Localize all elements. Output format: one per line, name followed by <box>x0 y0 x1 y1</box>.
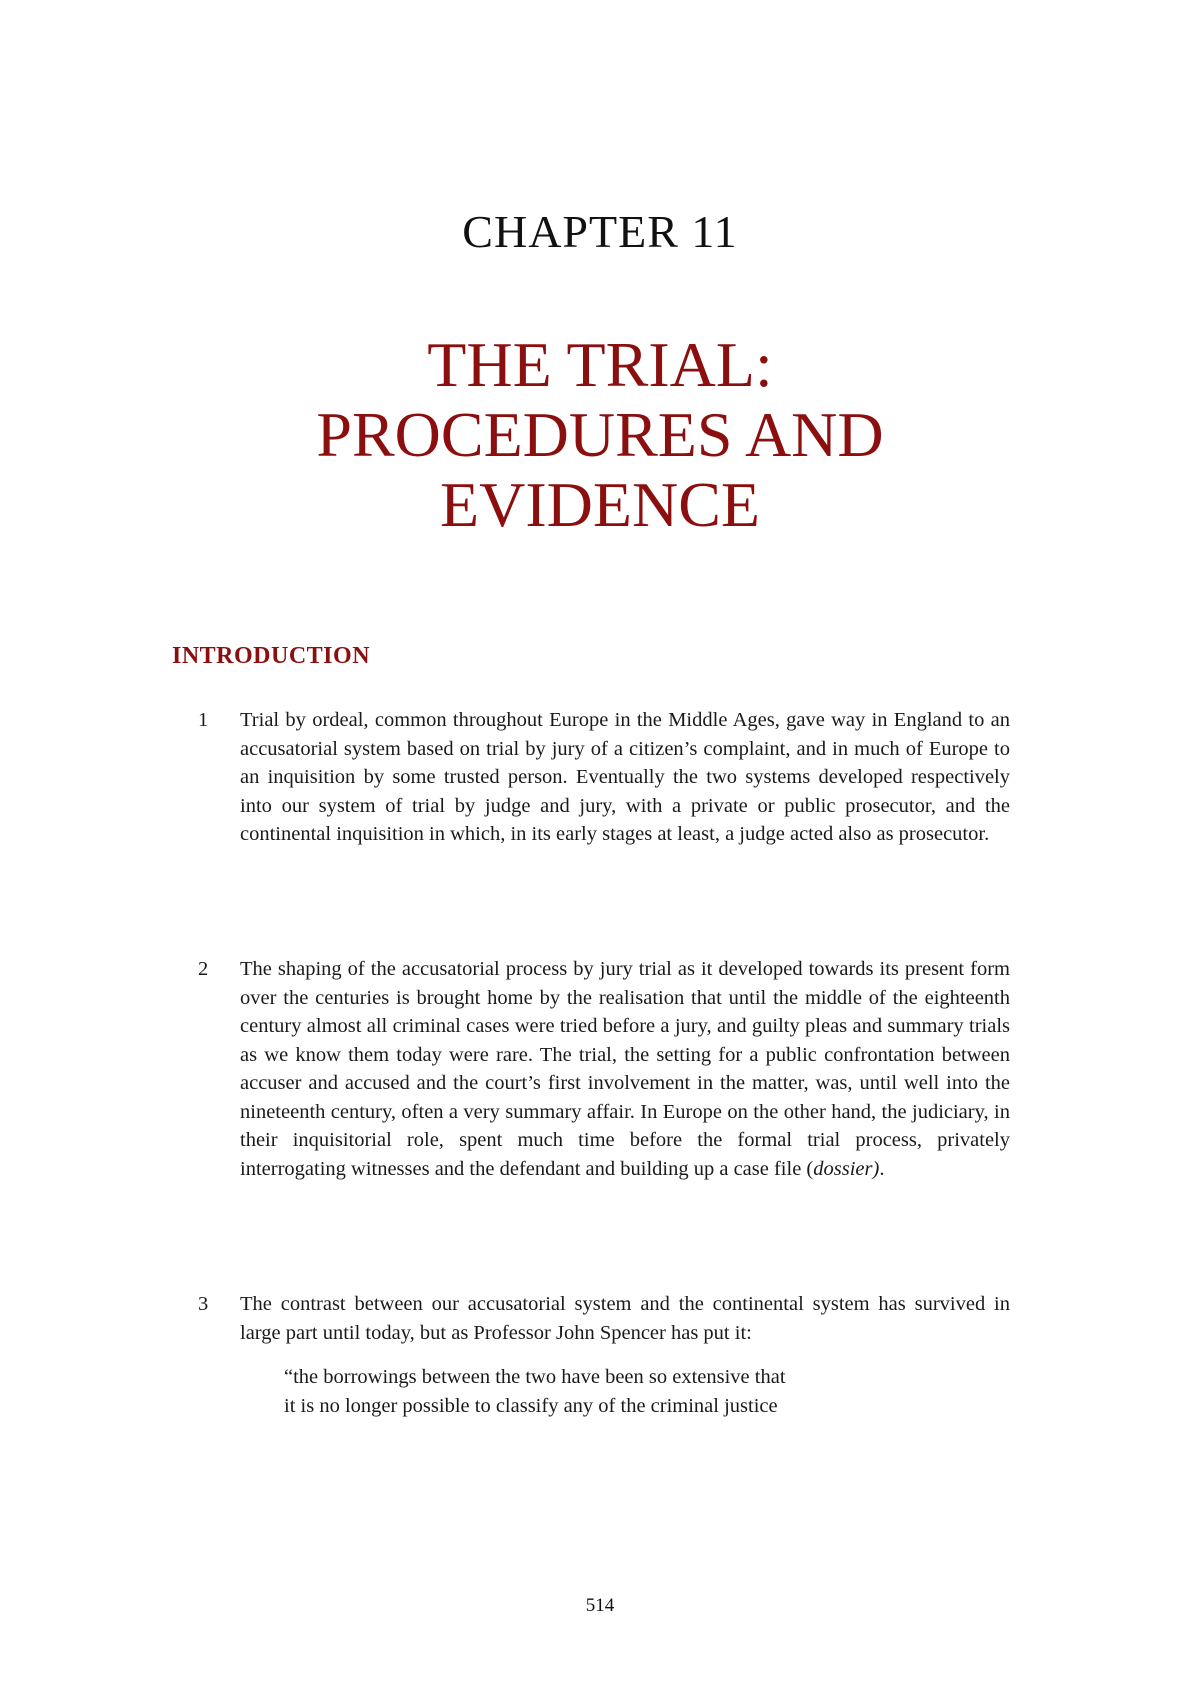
paragraph-3 <box>198 1290 1010 1347</box>
paragraph-1 <box>198 706 1010 849</box>
paragraph-text-main: The shaping of the accusatorial process by jury trial as it developed towards its present form over the centuries is brought home by the realisation that until the middle of the eighteenth century almost all criminal cases were tried before a jury, and guilty pleas and summary trials as we know them today were rare. The trial, the setting for a public confrontation between accuser and accused and the court’s first involvement in the matter, was, until well into the nineteenth century, often a very summary affair. In Europe on the other hand, the judiciary, in their inquisitorial role, spent much time before the formal trial process, privately interrogating witnesses and the defendant and building up a case file ( <box>240 958 1010 1180</box>
chapter-title <box>0 330 1200 540</box>
quote-line-2: it is no longer possible to classify any of the criminal justice <box>284 1395 778 1417</box>
paragraph-text: The contrast between our accusatorial system and the continental system has survived in large part until today, but as Professor John Spencer has put it: <box>240 1293 1010 1344</box>
paragraph-number: 1 <box>198 709 209 731</box>
paragraph-2 <box>198 955 1010 1183</box>
chapter-title-line-1: THE TRIAL: <box>427 329 773 400</box>
page-number: 514 <box>585 1595 615 1616</box>
quote-line-1: “the borrowings between the two have been so extensive that <box>284 1366 786 1388</box>
chapter-title-line-3: EVIDENCE <box>440 469 760 540</box>
paragraph-number: 2 <box>198 958 209 980</box>
block-quote <box>284 1363 924 1421</box>
chapter-label: CHAPTER 11 <box>462 206 738 257</box>
paragraph-text-italic: dossier) <box>813 1157 880 1180</box>
paragraph-number: 3 <box>198 1293 209 1315</box>
paragraph-text-end: . <box>879 1157 885 1180</box>
paragraph-text <box>240 955 1010 1183</box>
section-heading: INTRODUCTION <box>172 643 371 669</box>
chapter-title-line-2: PROCEDURES AND <box>316 399 884 470</box>
paragraph-text: Trial by ordeal, common throughout Europe in the Middle Ages, gave way in England to an accusatorial system based on trial by jury of a citizen’s complaint, and in much of Europe to an inquisition by some trusted person. Eventually the two systems developed respectively into our system of trial by judge and jury, with a private or public prosecutor, and the continental inquisition in which, in its early stages at least, a judge acted also as prosecutor. <box>240 709 1010 845</box>
